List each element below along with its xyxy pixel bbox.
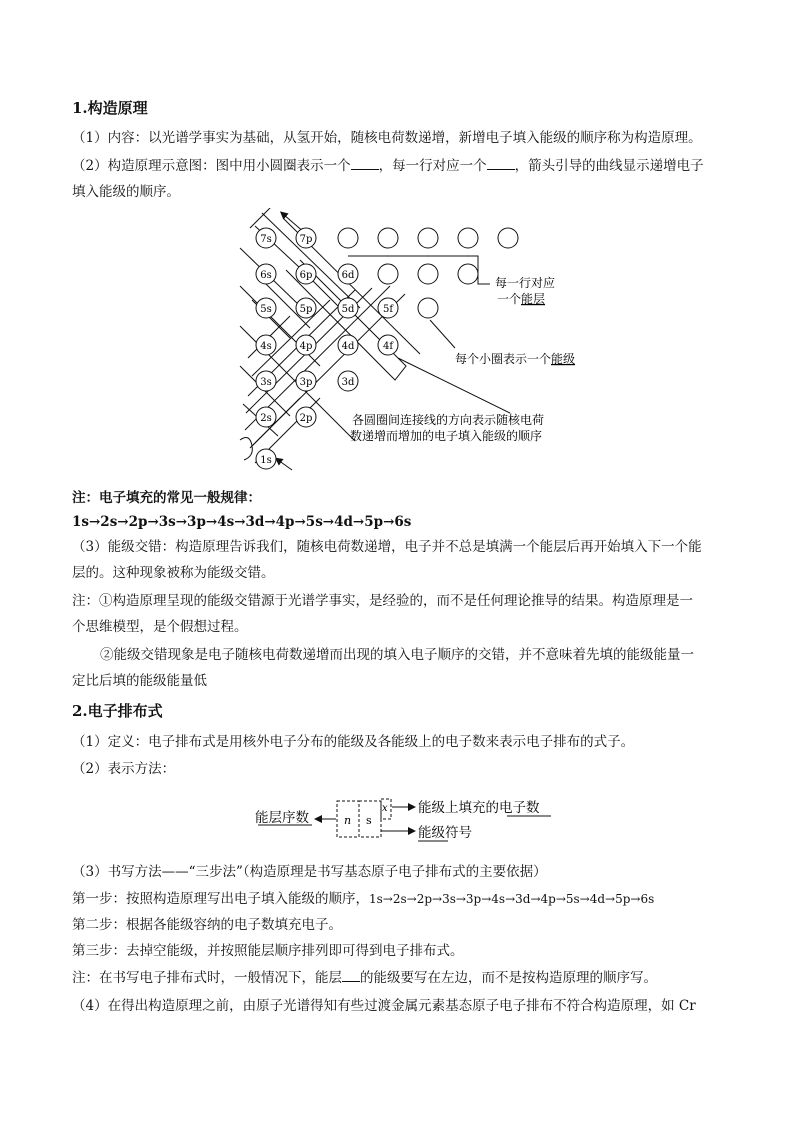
label-row-a: 每一行对应 [495,276,556,290]
note-2-line-2: 个思维模型，是个假想过程。 [72,619,248,635]
orbital-label-7s: 7s [260,234,272,245]
line-annotation-line [398,358,510,413]
p3-line-1: （3）能级交错：构造原理告诉我们，随核电荷数递增，电子并不总是填满一个能层后再开始填入下一个能 [72,539,702,555]
orbital-label-5p: 5p [299,304,313,315]
aufbau-diagram [0,208,794,508]
wiggle [240,438,252,460]
note-2-line-1: 注：①构造原理呈现的能级交错源于光谱学事实，是经验的，而不是任何理论推导的结果。构造原理是一 [72,593,693,609]
orbital-label-3d: 3d [341,377,355,388]
circle-annotation-line [430,320,455,348]
orbital-label-3p: 3p [299,377,313,388]
right-bottom-label: 能级符号 [418,825,472,841]
orbital-label-6d: 6d [341,270,355,281]
p5: （4）在得出构造原理之前，由原子光谱得知有些过渡金属元素基态原子电子排布不符合构造原理，如 Cr [72,998,696,1014]
blank-1 [351,157,379,170]
orbital-label-3s: 3s [260,377,272,388]
orbital-label-4s: 4s [260,341,272,352]
orbital-label-2p: 2p [299,413,313,424]
text-span: ，箭头引导的曲线显示递增电子 [514,158,704,174]
section-1-content: （1）内容：以光谱学事实为基础，从氢开始，随核电荷数递增，新增电子填入能级的顺序称为构造原理。 [72,130,702,146]
entry-arrow [278,460,292,470]
section-1-diagram-intro [72,156,704,176]
orbital-label-7p: 7p [299,234,313,245]
step-3: 第三步：去掉空能级，并按照能层顺序排列即可得到电子排布式。 [72,943,464,959]
label-row-b: 一个能层 [497,292,546,306]
empty-circles [338,228,518,318]
text-span: 的能级要写在左边，而不是按构造原理的顺序写。 [360,970,657,986]
section-2-method: （2）表示方法： [72,761,176,777]
x-symbol: x [382,803,388,814]
orbital-label-5f: 5f [382,304,394,315]
blank-3 [342,969,360,982]
orbital-label-1s: 1s [260,455,272,466]
note-2-line-4: 定比后填的能级能量低 [72,673,207,689]
orbital-label-5s: 5s [260,304,272,315]
section-1-heading: 1.构造原理 [72,99,148,117]
orbital-label-6p: 6p [299,270,313,281]
step-2: 第二步：根据各能级容纳的电子数填充电子。 [72,917,342,933]
orbital-label-2s: 2s [260,413,272,424]
diag-line [250,208,290,228]
label-line-1: 各圆圈间连接线的方向表示随核电荷 [352,413,545,427]
section-2-definition: （1）定义：电子排布式是用核外电子分布的能级及各能级上的电子数来表示电子排布的式子。 [72,734,635,750]
orbital-label-4p: 4p [299,341,313,352]
text-span: （2）构造原理示意图：图中用小圆圈表示一个 [72,158,351,174]
blank-2 [487,157,515,170]
text-span: 第一步：按照构造原理写出电子填入能级的顺序， [72,891,369,907]
text-span: ，每一行对应一个 [378,158,487,174]
section-1-diagram-intro-2: 填入能级的顺序。 [72,184,180,200]
left-label: 能层序数 [255,810,309,826]
note-1-title: 注：电子填充的常见一般规律： [72,490,261,506]
orbital-label-6s: 6s [260,270,272,281]
notation-diagram [0,795,794,855]
step-1 [72,889,654,909]
section-2-heading: 2.电子排布式 [72,702,163,720]
p3-line-2: 层的。这种现象被称为能级交错。 [72,565,275,581]
text-span: 1s→2s→2p→3s→3p→4s→3d→4p→5s→4d→5p→6s [369,892,655,906]
text-span: 注：在书写电子排布式时，一般情况下，能层 [72,970,342,986]
right-top-label: 能级上填充的电子数 [418,800,540,816]
orbital-label-5d: 5d [341,304,355,315]
p4-line-1: （3）书写方法——“三步法”（构造原理是书写基态原子电子排布式的主要依据） [72,864,547,880]
label-circle: 每个小圈表示一个能级 [455,352,576,366]
s-symbol: s [366,814,372,827]
orbital-label-4f: 4f [382,341,394,352]
step-note [72,968,657,988]
note-1-sequence: 1s→2s→2p→3s→3p→4s→3d→4p→5s→4d→5p→6s [72,514,412,530]
label-line-2: 数递增而增加的电子填入能级的顺序 [350,429,543,443]
note-2-line-3: ②能级交错现象是电子随核电荷数递增而出现的填入电子顺序的交错，并不意味着先填的能级能量一 [100,647,694,663]
orbital-label-4d: 4d [341,341,355,352]
n-symbol: n [344,814,352,827]
